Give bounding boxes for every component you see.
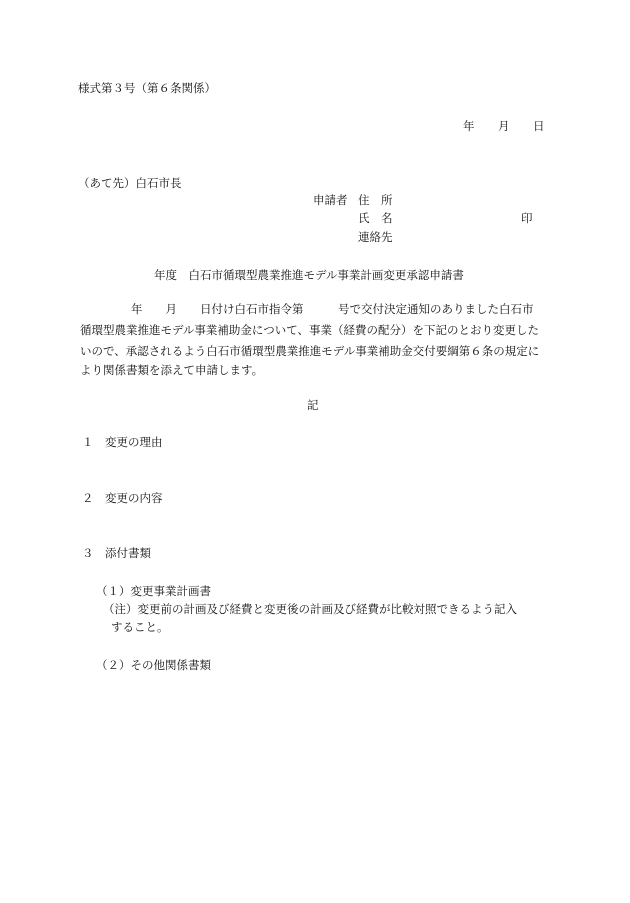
- note-line-2: すること。: [111, 620, 169, 634]
- item-3-attachments: ３ 添付書類: [82, 546, 151, 560]
- item-1-reason: １ 変更の理由: [82, 435, 163, 449]
- body-line-4: より関係書類を添えて申請します。: [80, 363, 264, 377]
- contact-label: 連絡先: [358, 230, 393, 244]
- sub-item-1: （１）変更事業計画書: [96, 584, 211, 598]
- body-line-3: いので、承認されるよう白石市循環型農業推進モデル事業補助金交付要綱第６条の規定に: [80, 344, 540, 358]
- body-line-2: 循環型農業推進モデル事業補助金について、事業（経費の配分）を下記のとおり変更した: [80, 323, 539, 337]
- note-line-1: （注）変更前の計画及び経費と変更後の計画及び経費が比較対照できるよう記入: [103, 602, 517, 616]
- date-field-year: 年: [463, 119, 475, 133]
- form-number: 様式第３号（第６条関係）: [78, 81, 216, 95]
- item-2-content: ２ 変更の内容: [82, 491, 163, 505]
- seal-mark: 印: [521, 211, 533, 225]
- date-field-day: 日: [533, 119, 545, 133]
- document-title: 年度 白石市循環型農業推進モデル事業計画変更承認申請書: [154, 268, 464, 282]
- addressee: （あて先）白石市長: [78, 176, 182, 190]
- name-label: 氏 名: [358, 211, 393, 225]
- sub-item-2: （２）その他関係書類: [96, 658, 211, 672]
- body-line-1: 年 月 日付け白石市指令第 号で交付決定通知のありました白石市: [131, 302, 534, 316]
- date-field-month: 月: [498, 119, 510, 133]
- ki-heading: 記: [307, 398, 319, 412]
- address-label: 住 所: [358, 193, 393, 207]
- applicant-label: 申請者: [313, 193, 348, 207]
